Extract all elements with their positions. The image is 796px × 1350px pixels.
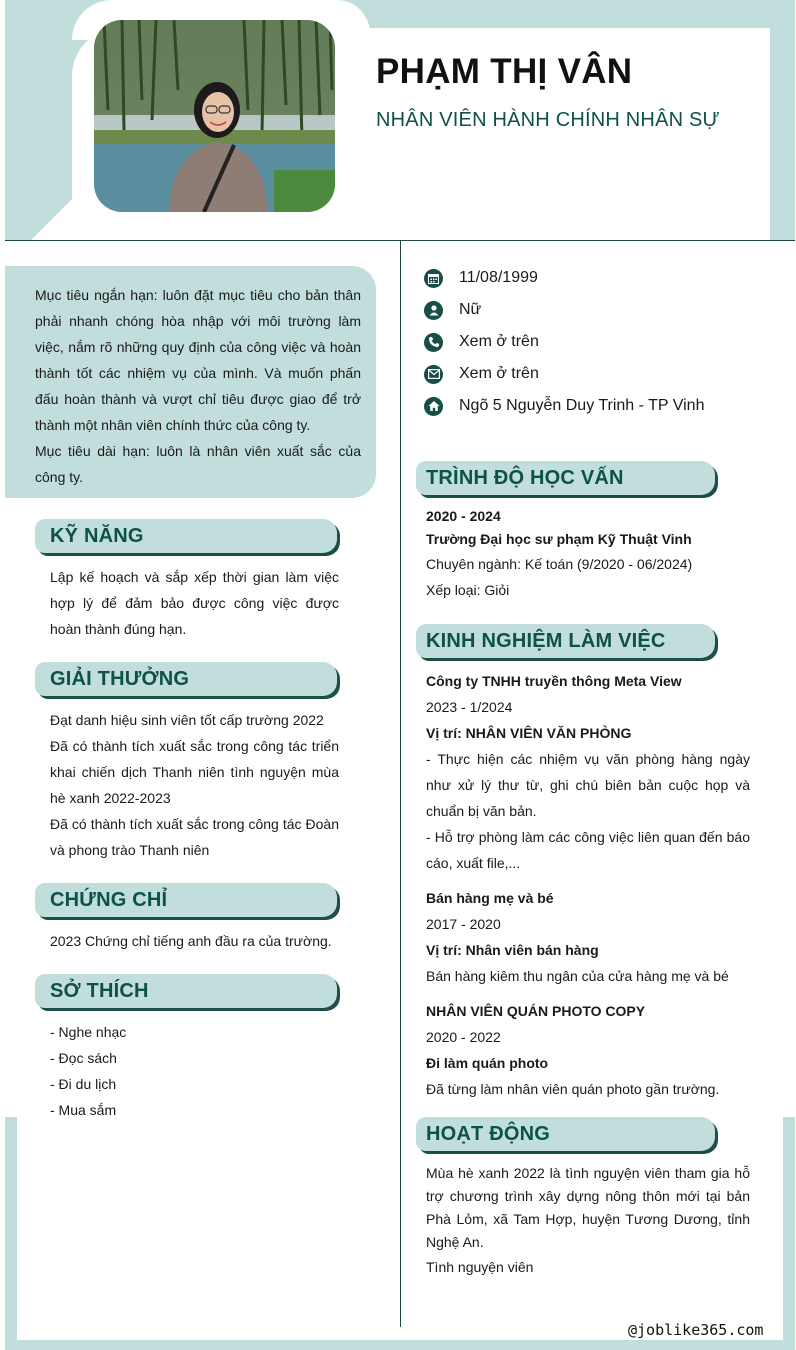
contact-birthday [424, 267, 538, 289]
mail-icon [424, 365, 443, 384]
hobby-item: - Đọc sách [50, 1050, 117, 1066]
job-description: - Hỗ trợ phòng làm các công việc liên quan đến báo cáo, xuất file,... [426, 829, 750, 871]
award-item: Đạt danh hiệu sinh viên tốt cấp trường 2022 [50, 712, 324, 728]
education-major: Chuyên ngành: Kế toán (9/2020 - 06/2024) [426, 556, 693, 572]
job-description: - Thực hiện các nhiệm vụ văn phòng hàng ngày như xử lý thư từ, ghi chú biên bản cuộc họp và chuẩn bị văn bản. [426, 751, 750, 819]
section-experience-heading [416, 624, 715, 658]
job-company: Công ty TNHH truyền thông Meta View [426, 673, 682, 689]
activity-role: Tình nguyện viên [426, 1259, 534, 1275]
section-awards-heading [35, 662, 337, 696]
hobby-item: - Mua sắm [50, 1102, 117, 1118]
candidate-name: PHẠM THỊ VÂN [376, 52, 633, 91]
job-role: Vị trí: Nhân viên bán hàng [426, 942, 599, 958]
skills-content [50, 564, 339, 642]
section-title: SỞ THÍCH [50, 980, 149, 1002]
education-content [426, 505, 750, 603]
job-period: 2020 - 2022 [426, 1029, 501, 1045]
job-role: Đi làm quán photo [426, 1055, 549, 1071]
column-divider [400, 241, 401, 1327]
job-role: Vị trí: NHÂN VIÊN VĂN PHÒNG [426, 725, 632, 741]
home-icon [424, 397, 443, 416]
activities-content [426, 1162, 750, 1280]
hobby-item: - Nghe nhạc [50, 1024, 127, 1040]
award-item: Đã có thành tích xuất sắc trong công tác Đoàn và phong trào Thanh niên [50, 816, 339, 858]
calendar-icon [424, 269, 443, 288]
objective-long-term: Mục tiêu dài hạn: luôn là nhân viên xuất sắc của công ty. [35, 443, 361, 485]
section-skills-heading [35, 519, 337, 553]
education-grade: Xếp loại: Giỏi [426, 582, 510, 598]
certificates-content [50, 928, 339, 954]
hobby-item: - Đi du lịch [50, 1076, 117, 1092]
birthday-value: 11/08/1999 [459, 269, 538, 286]
awards-content [50, 707, 339, 863]
job-period: 2023 - 1/2024 [426, 699, 513, 715]
phone-icon [424, 333, 443, 352]
gender-value: Nữ [459, 301, 482, 318]
section-title: KINH NGHIỆM LÀM VIỆC [426, 630, 666, 652]
frame-left [5, 1117, 17, 1350]
experience-job [426, 668, 750, 876]
header-corner [30, 195, 76, 241]
section-title: CHỨNG CHỈ [50, 889, 168, 911]
section-title: TRÌNH ĐỘ HỌC VẤN [426, 467, 624, 489]
address-value: Ngõ 5 Nguyễn Duy Trinh - TP Vinh [459, 397, 705, 414]
section-title: GIẢI THƯỞNG [50, 668, 190, 690]
education-school: Trường Đại học sư phạm Kỹ Thuật Vinh [426, 531, 692, 547]
contact-phone [424, 331, 539, 353]
contact-gender [424, 299, 481, 321]
job-period: 2017 - 2020 [426, 916, 501, 932]
career-objective [5, 266, 376, 498]
section-title: KỸ NĂNG [50, 525, 144, 547]
section-certificates-heading [35, 883, 337, 917]
job-description: Bán hàng kiêm thu ngân của cửa hàng mẹ và bé [426, 968, 729, 984]
contact-address [424, 395, 704, 417]
contact-email [424, 363, 539, 385]
job-company: Bán hàng mẹ và bé [426, 890, 554, 906]
experience-job [426, 998, 750, 1102]
user-icon [424, 301, 443, 320]
experience-job [426, 885, 750, 989]
certificate-item: 2023 Chứng chỉ tiếng anh đầu ra của trường. [50, 933, 332, 949]
section-hobbies-heading [35, 974, 337, 1008]
section-education-heading [416, 461, 715, 495]
job-description: Đã từng làm nhân viên quán photo gần trường. [426, 1081, 720, 1097]
hobbies-content [50, 1019, 339, 1123]
education-period: 2020 - 2024 [426, 508, 501, 524]
activity-description: Mùa hè xanh 2022 là tình nguyện viên tham gia hỗ trợ chương trình xây dựng nông thôn mới tại bản Phà Lỏm, xã Tam Hợp, huyện Tương Dương, tỉnh Nghệ An. [426, 1165, 750, 1250]
skills-text: Lập kế hoạch và sắp xếp thời gian làm việc hợp lý để đảm bảo được công việc được hoàn thành đúng hạn. [50, 569, 339, 637]
candidate-position: NHÂN VIÊN HÀNH CHÍNH NHÂN SỰ [376, 109, 720, 131]
frame-bottom [5, 1340, 795, 1350]
frame-right [783, 1117, 795, 1350]
objective-short-term: Mục tiêu ngắn hạn: luôn đặt mục tiêu cho bản thân phải nhanh chóng hòa nhập với môi trường làm việc, nắm rõ những quy định của công việc và hoàn thành tốt các nhiệm vụ của mình. Và muốn phấn đấu hoàn thành và vượt chỉ tiêu được giao để trở thành một nhân viên chính thức của công ty. [35, 287, 361, 433]
brand-watermark: @joblike365.com [628, 1321, 764, 1339]
award-item: Đã có thành tích xuất sắc trong công tác triển khai chiến dịch Thanh niên tình nguyện mùa hè xanh 2022-2023 [50, 738, 339, 806]
email-value[interactable]: Xem ở trên [459, 365, 539, 382]
phone-value[interactable]: Xem ở trên [459, 333, 539, 350]
section-activities-heading [416, 1117, 715, 1151]
job-company: NHÂN VIÊN QUÁN PHOTO COPY [426, 1003, 646, 1019]
section-title: HOẠT ĐỘNG [426, 1123, 551, 1145]
avatar-photo [94, 20, 335, 212]
